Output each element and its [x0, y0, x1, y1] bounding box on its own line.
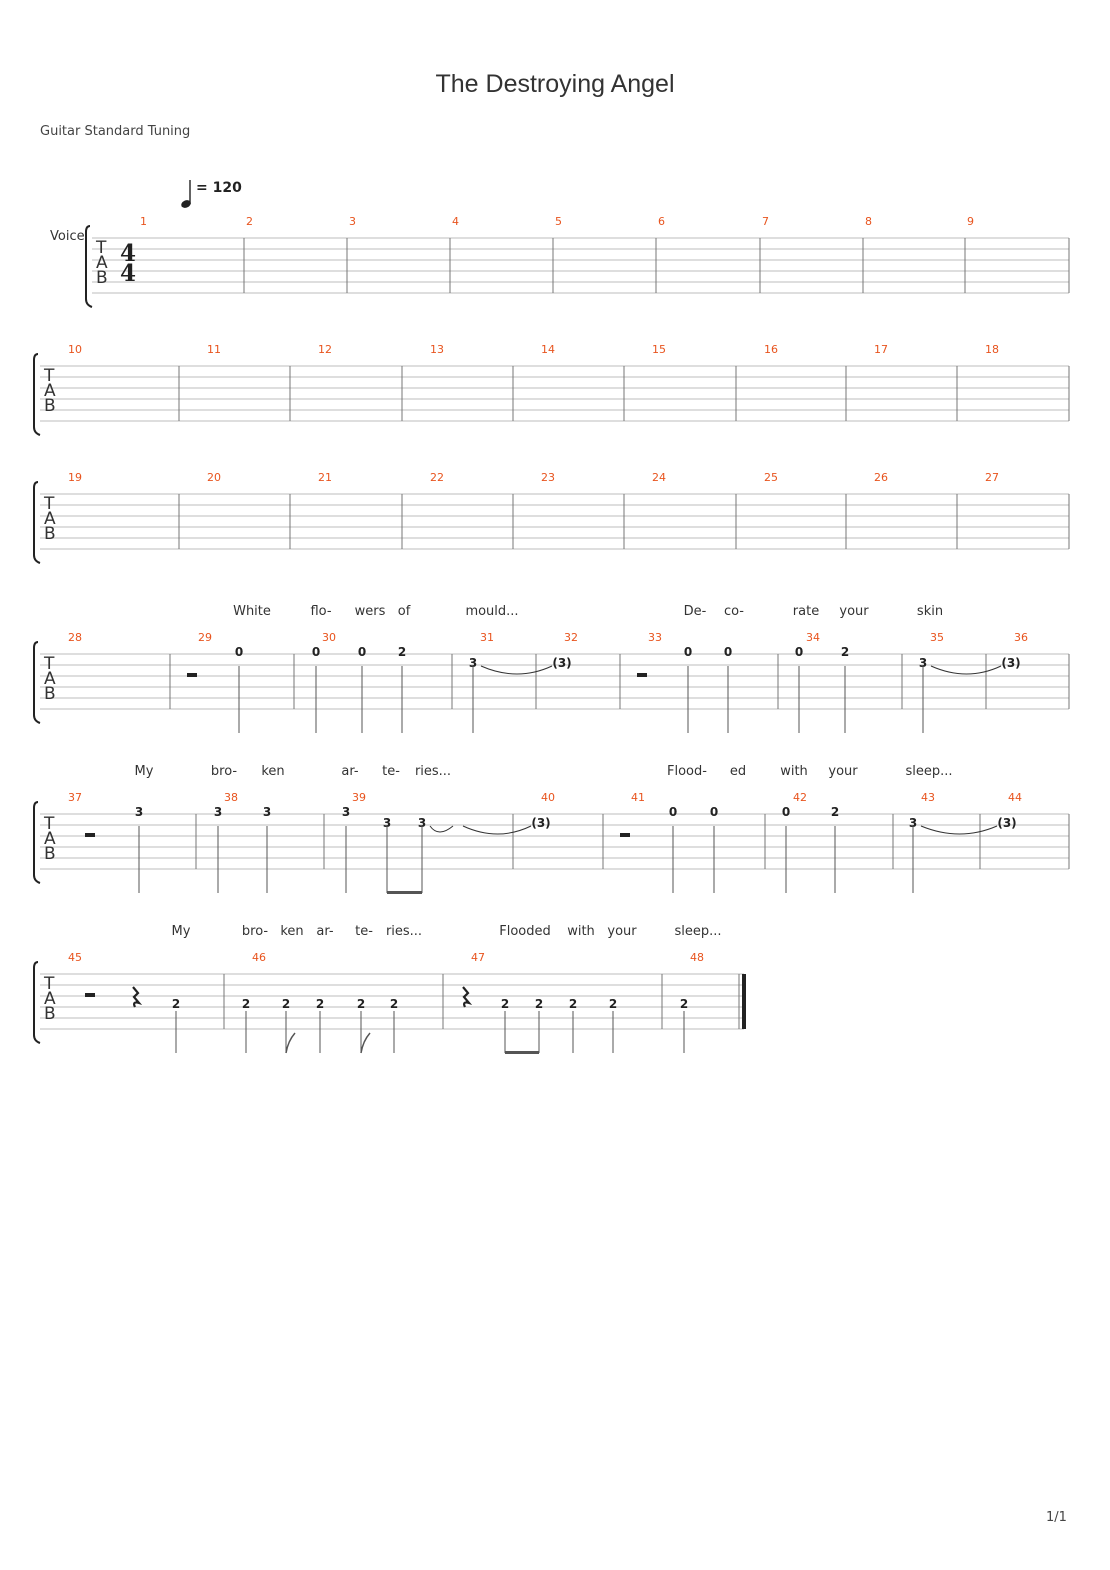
measure-number: 36	[1014, 631, 1028, 644]
half-rest-icon	[620, 833, 630, 837]
tab-system	[34, 343, 1069, 435]
measure-number: 23	[541, 471, 555, 484]
eighth-flag-icon	[361, 1033, 370, 1053]
tab-clef-letter: A	[44, 829, 56, 849]
tied-fret-number: (3)	[552, 656, 572, 670]
fret-number: 2	[389, 997, 399, 1011]
lyric-syllable: of	[397, 604, 411, 619]
measure-number: 3	[349, 215, 356, 228]
fret-number: 2	[568, 997, 578, 1011]
lyric-syllable: ries...	[385, 924, 423, 939]
lyric-syllable: with	[780, 764, 808, 779]
quarter-rest-icon	[133, 987, 139, 1007]
tempo-marking: = 120	[196, 180, 242, 196]
measure-number: 46	[252, 951, 266, 964]
fret-number: 3	[417, 816, 427, 830]
tab-system	[34, 924, 744, 1054]
measure-number: 29	[198, 631, 212, 644]
measure-number: 2	[246, 215, 253, 228]
tab-clef-letter: A	[44, 381, 56, 401]
lyric-syllable: sleep...	[905, 764, 953, 779]
measure-number: 9	[967, 215, 974, 228]
measure-number: 44	[1008, 791, 1022, 804]
measure-number: 34	[806, 631, 820, 644]
measure-number: 40	[541, 791, 555, 804]
fret-number: 0	[234, 645, 244, 659]
lyric-syllable: skin	[916, 604, 944, 619]
lyric-syllable: ken	[280, 924, 304, 939]
measure-number: 42	[793, 791, 807, 804]
quarter-rest-icon	[463, 987, 469, 1007]
tab-clef-letter: T	[44, 654, 55, 674]
fret-number: 2	[281, 997, 291, 1011]
tie-arc	[921, 826, 997, 834]
fret-number: 0	[794, 645, 804, 659]
lyric-syllable: flo-	[310, 604, 332, 619]
system-bracket	[34, 962, 40, 1043]
measure-number: 12	[318, 343, 332, 356]
tab-clef-letter: A	[96, 253, 108, 273]
lyric-syllable: ries...	[414, 764, 452, 779]
measure-number: 38	[224, 791, 238, 804]
tab-clef-letter: T	[44, 494, 55, 514]
measure-number: 33	[648, 631, 662, 644]
lyric-syllable: bro-	[210, 764, 238, 779]
time-signature-digit: 4	[119, 240, 137, 267]
measure-number: 16	[764, 343, 778, 356]
fret-number: 2	[679, 997, 689, 1011]
fret-number: 3	[341, 805, 351, 819]
fret-number: 3	[468, 656, 478, 670]
tied-fret-number: (3)	[531, 816, 551, 830]
half-rest-icon	[85, 833, 95, 837]
lyric-syllable: your	[828, 764, 858, 779]
half-rest-icon	[187, 673, 197, 677]
fret-number: 0	[668, 805, 678, 819]
measure-number: 21	[318, 471, 332, 484]
tab-clef-letter: A	[44, 669, 56, 689]
tab-clef-letter: A	[44, 989, 56, 1009]
lyric-syllable: your	[607, 924, 637, 939]
tab-system	[86, 215, 1069, 307]
measure-number: 48	[690, 951, 704, 964]
fret-number: 0	[357, 645, 367, 659]
measure-number: 30	[322, 631, 336, 644]
measure-number: 39	[352, 791, 366, 804]
beam	[387, 891, 422, 894]
eighth-flag-icon	[286, 1033, 295, 1053]
measure-number: 26	[874, 471, 888, 484]
tab-clef-letter: B	[44, 524, 56, 544]
lyric-syllable: with	[567, 924, 595, 939]
fret-number: 2	[241, 997, 251, 1011]
fret-number: 0	[781, 805, 791, 819]
measure-number: 41	[631, 791, 645, 804]
fret-number: 2	[840, 645, 850, 659]
measure-number: 32	[564, 631, 578, 644]
lyric-syllable: te-	[355, 924, 373, 939]
lyric-syllable: bro-	[241, 924, 269, 939]
fret-number: 3	[918, 656, 928, 670]
lyric-syllable: ar-	[316, 924, 334, 939]
fret-number: 2	[397, 645, 407, 659]
fret-number: 3	[908, 816, 918, 830]
measure-number: 4	[452, 215, 459, 228]
system-bracket	[34, 354, 40, 435]
lyric-syllable: My	[134, 764, 154, 779]
lyric-syllable: wers	[354, 604, 386, 619]
tied-fret-number: (3)	[1001, 656, 1021, 670]
measure-number: 27	[985, 471, 999, 484]
fret-number: 3	[134, 805, 144, 819]
half-rest-icon	[637, 673, 647, 677]
time-signature-digit: 4	[119, 260, 137, 287]
tab-clef-letter: B	[44, 396, 56, 416]
fret-number: 0	[311, 645, 321, 659]
tab-clef-letter: T	[44, 814, 55, 834]
tab-clef-letter: T	[96, 238, 107, 258]
measure-number: 19	[68, 471, 82, 484]
measure-number: 31	[480, 631, 494, 644]
measure-number: 8	[865, 215, 872, 228]
fret-number: 2	[830, 805, 840, 819]
fret-number: 2	[608, 997, 618, 1011]
fret-number: 0	[683, 645, 693, 659]
tie-arc	[931, 666, 1001, 674]
tab-clef-letter: B	[44, 844, 56, 864]
tied-fret-number: (3)	[997, 816, 1017, 830]
beam	[505, 1051, 539, 1054]
fret-number: 2	[356, 997, 366, 1011]
measure-number: 17	[874, 343, 888, 356]
fret-number: 2	[500, 997, 510, 1011]
lyric-syllable: te-	[382, 764, 400, 779]
half-rest-icon	[85, 993, 95, 997]
measure-number: 35	[930, 631, 944, 644]
lyric-syllable: rate	[792, 604, 820, 619]
tab-clef-letter: B	[96, 268, 108, 288]
tie-arc	[430, 826, 453, 832]
measure-number: 45	[68, 951, 82, 964]
lyric-syllable: My	[171, 924, 191, 939]
measure-number: 20	[207, 471, 221, 484]
fret-number: 3	[213, 805, 223, 819]
system-bracket	[34, 482, 40, 563]
tab-system	[34, 471, 1069, 563]
measure-number: 25	[764, 471, 778, 484]
measure-number: 5	[555, 215, 562, 228]
measure-number: 7	[762, 215, 769, 228]
measure-number: 28	[68, 631, 82, 644]
measure-number: 10	[68, 343, 82, 356]
tab-clef-letter: B	[44, 1004, 56, 1024]
fret-number: 0	[723, 645, 733, 659]
tab-clef-letter: T	[44, 366, 55, 386]
tab-clef-letter: A	[44, 509, 56, 529]
lyric-syllable: ed	[729, 764, 747, 779]
tab-clef-letter: B	[44, 684, 56, 704]
measure-number: 37	[68, 791, 82, 804]
tie-arc	[463, 826, 531, 834]
lyric-syllable: De-	[683, 604, 707, 619]
fret-number: 0	[709, 805, 719, 819]
lyric-syllable: co-	[723, 604, 745, 619]
page-number: 1/1	[1046, 1510, 1067, 1525]
system-bracket	[34, 642, 40, 723]
fret-number: 2	[534, 997, 544, 1011]
measure-number: 6	[658, 215, 665, 228]
lyric-syllable: Flooded	[499, 924, 551, 939]
tab-system	[34, 604, 1069, 733]
tie-arc	[481, 666, 552, 674]
lyric-syllable: ken	[261, 764, 285, 779]
lyric-syllable: White	[233, 604, 271, 619]
track-name: Voice	[50, 229, 85, 244]
tab-clef-letter: T	[44, 974, 55, 994]
fret-number: 3	[382, 816, 392, 830]
lyric-syllable: mould...	[465, 604, 519, 619]
system-bracket	[34, 802, 40, 883]
fret-number: 2	[171, 997, 181, 1011]
fret-number: 2	[315, 997, 325, 1011]
score-title: The Destroying Angel	[435, 70, 675, 98]
lyric-syllable: ar-	[341, 764, 359, 779]
measure-number: 24	[652, 471, 666, 484]
measure-number: 47	[471, 951, 485, 964]
measure-number: 13	[430, 343, 444, 356]
measure-number: 11	[207, 343, 221, 356]
measure-number: 14	[541, 343, 555, 356]
measure-number: 18	[985, 343, 999, 356]
lyric-syllable: sleep...	[674, 924, 722, 939]
system-bracket	[86, 226, 92, 307]
tab-system	[34, 764, 1069, 894]
lyric-syllable: Flood-	[667, 764, 707, 779]
measure-number: 22	[430, 471, 444, 484]
measure-number: 43	[921, 791, 935, 804]
tuning-label: Guitar Standard Tuning	[40, 124, 191, 139]
measure-number: 1	[140, 215, 147, 228]
lyric-syllable: your	[839, 604, 869, 619]
fret-number: 3	[262, 805, 272, 819]
measure-number: 15	[652, 343, 666, 356]
